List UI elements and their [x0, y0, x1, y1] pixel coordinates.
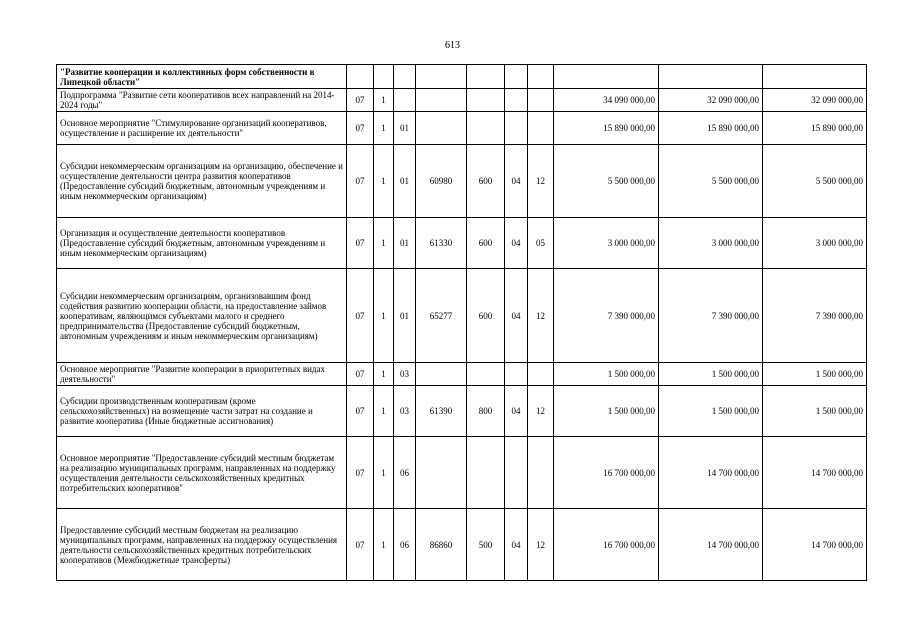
- cell-code-7: 12: [528, 269, 554, 363]
- cell-code-5: [467, 112, 505, 145]
- cell-code-7: 12: [528, 509, 554, 581]
- table-row: [57, 218, 867, 269]
- cell-amount-2: 14 700 000,00: [659, 437, 763, 509]
- cell-code-5: 600: [467, 218, 505, 269]
- cell-code-5: [467, 363, 505, 386]
- cell-code-4: [416, 65, 467, 89]
- cell-code-3: 01: [394, 145, 416, 218]
- cell-code-6: [505, 89, 528, 112]
- cell-code-3: 03: [394, 386, 416, 437]
- cell-code-5: 600: [467, 269, 505, 363]
- cell-code-2: 1: [374, 437, 394, 509]
- cell-code-6: [505, 65, 528, 89]
- cell-code-3: [394, 89, 416, 112]
- cell-code-2: 1: [374, 112, 394, 145]
- cell-amount-2: 1 500 000,00: [659, 363, 763, 386]
- cell-amount-3: 14 700 000,00: [763, 509, 867, 581]
- cell-code-6: [505, 437, 528, 509]
- cell-code-1: 07: [347, 89, 374, 112]
- cell-code-7: [528, 437, 554, 509]
- cell-code-5: [467, 89, 505, 112]
- cell-code-3: [394, 65, 416, 89]
- table-row: [57, 269, 867, 363]
- cell-code-4: 65277: [416, 269, 467, 363]
- cell-amount-3: 1 500 000,00: [763, 363, 867, 386]
- cell-code-6: 04: [505, 269, 528, 363]
- cell-code-4: [416, 112, 467, 145]
- cell-code-2: 1: [374, 89, 394, 112]
- cell-amount-2: 15 890 000,00: [659, 112, 763, 145]
- row-name: Организация и осуществление деятельности кооперативов (Предоставление субсидий бюджетным, автономным учреждениям и иным некоммерческим организациям): [57, 218, 347, 269]
- cell-code-7: [528, 89, 554, 112]
- cell-code-1: 07: [347, 509, 374, 581]
- cell-code-4: [416, 363, 467, 386]
- cell-amount-3: 15 890 000,00: [763, 112, 867, 145]
- cell-amount-3: 3 000 000,00: [763, 218, 867, 269]
- cell-amount-1: 7 390 000,00: [554, 269, 659, 363]
- table-row: [57, 509, 867, 581]
- cell-code-1: [347, 65, 374, 89]
- cell-code-7: 12: [528, 386, 554, 437]
- row-name: Субсидии некоммерческим организациям, организовавшим фонд содействия развитию кооперации области, на предоставление займов кооперативам, являющимся субъектами малого и среднего предпринимательства (Предоставление субсидий бюджетным, автономным учреждениям и иным некоммерческим организациям): [57, 269, 347, 363]
- cell-amount-2: 3 000 000,00: [659, 218, 763, 269]
- cell-amount-2: [659, 65, 763, 89]
- table-row: [57, 386, 867, 437]
- row-name: Субсидии производственным кооперативам (кроме сельскохозяйственных) на возмещение части затрат на создание и развитие кооператива (Иные бюджетные ассигнования): [57, 386, 347, 437]
- cell-code-3: 01: [394, 112, 416, 145]
- cell-amount-1: [554, 65, 659, 89]
- cell-amount-3: 1 500 000,00: [763, 386, 867, 437]
- cell-code-4: 60980: [416, 145, 467, 218]
- cell-code-2: 1: [374, 363, 394, 386]
- table-row: [57, 437, 867, 509]
- table-row: [57, 363, 867, 386]
- cell-code-2: 1: [374, 145, 394, 218]
- table-row: [57, 89, 867, 112]
- cell-code-3: 01: [394, 269, 416, 363]
- page-number: 613: [445, 40, 460, 51]
- table-row: [57, 145, 867, 218]
- cell-code-4: 61330: [416, 218, 467, 269]
- row-name: Предоставление субсидий местным бюджетам на реализацию муниципальных программ, направленных на поддержку осуществления деятельности сельскохозяйственных кредитных потребительских кооперативов (Межбюджетные трансферты): [57, 509, 347, 581]
- cell-code-2: [374, 65, 394, 89]
- row-name: Основное мероприятие "Стимулирование организаций кооперативов, осуществление и расширение их деятельности": [57, 112, 347, 145]
- cell-amount-2: 14 700 000,00: [659, 509, 763, 581]
- cell-amount-1: 1 500 000,00: [554, 363, 659, 386]
- cell-amount-2: 32 090 000,00: [659, 89, 763, 112]
- cell-amount-1: 16 700 000,00: [554, 437, 659, 509]
- cell-code-7: 05: [528, 218, 554, 269]
- cell-amount-1: 5 500 000,00: [554, 145, 659, 218]
- cell-amount-1: 15 890 000,00: [554, 112, 659, 145]
- cell-code-1: 07: [347, 437, 374, 509]
- row-name: Основное мероприятие "Развитие кооперации в приоритетных видах деятельности": [57, 363, 347, 386]
- cell-amount-3: 14 700 000,00: [763, 437, 867, 509]
- cell-code-6: 04: [505, 218, 528, 269]
- cell-code-3: 06: [394, 509, 416, 581]
- cell-code-2: 1: [374, 269, 394, 363]
- cell-code-5: 800: [467, 386, 505, 437]
- cell-code-7: 12: [528, 145, 554, 218]
- row-name: "Развитие кооперации и коллективных форм собственности в Липецкой области": [57, 65, 347, 89]
- budget-table: [56, 64, 867, 581]
- cell-amount-3: 5 500 000,00: [763, 145, 867, 218]
- cell-code-3: 01: [394, 218, 416, 269]
- cell-code-6: 04: [505, 145, 528, 218]
- cell-code-5: 600: [467, 145, 505, 218]
- cell-amount-1: 16 700 000,00: [554, 509, 659, 581]
- row-name: Субсидии некоммерческим организациям на организацию, обеспечение и осуществление деятельности центра развития кооперативов (Предоставление субсидий бюджетным, автономным учреждениям и иным некоммерческим организациям): [57, 145, 347, 218]
- cell-code-1: 07: [347, 218, 374, 269]
- cell-amount-2: 1 500 000,00: [659, 386, 763, 437]
- cell-amount-1: 3 000 000,00: [554, 218, 659, 269]
- cell-amount-2: 7 390 000,00: [659, 269, 763, 363]
- cell-code-3: 03: [394, 363, 416, 386]
- cell-code-2: 1: [374, 509, 394, 581]
- cell-code-3: 06: [394, 437, 416, 509]
- cell-code-1: 07: [347, 269, 374, 363]
- cell-code-1: 07: [347, 386, 374, 437]
- cell-code-2: 1: [374, 218, 394, 269]
- cell-amount-2: 5 500 000,00: [659, 145, 763, 218]
- cell-amount-1: 34 090 000,00: [554, 89, 659, 112]
- cell-code-7: [528, 112, 554, 145]
- row-name: Основное мероприятие "Предоставление субсидий местным бюджетам на реализацию муниципальных программ, направленных на поддержку осуществления деятельности сельскохозяйственных кредитных потребительских кооперативов": [57, 437, 347, 509]
- cell-code-7: [528, 65, 554, 89]
- cell-amount-3: 32 090 000,00: [763, 89, 867, 112]
- cell-code-4: [416, 437, 467, 509]
- cell-code-6: [505, 363, 528, 386]
- cell-code-1: 07: [347, 363, 374, 386]
- cell-code-5: [467, 437, 505, 509]
- cell-amount-3: 7 390 000,00: [763, 269, 867, 363]
- cell-amount-3: [763, 65, 867, 89]
- cell-code-1: 07: [347, 112, 374, 145]
- cell-code-1: 07: [347, 145, 374, 218]
- cell-code-6: [505, 112, 528, 145]
- cell-code-4: [416, 89, 467, 112]
- cell-code-4: 86860: [416, 509, 467, 581]
- cell-code-5: 500: [467, 509, 505, 581]
- cell-code-2: 1: [374, 386, 394, 437]
- table-row: [57, 65, 867, 89]
- cell-code-7: [528, 363, 554, 386]
- table-row: [57, 112, 867, 145]
- cell-code-6: 04: [505, 386, 528, 437]
- cell-code-6: 04: [505, 509, 528, 581]
- row-name: Подпрограмма "Развитие сети кооперативов всех направлений на 2014-2024 годы": [57, 89, 347, 112]
- cell-code-4: 61390: [416, 386, 467, 437]
- cell-amount-1: 1 500 000,00: [554, 386, 659, 437]
- cell-code-5: [467, 65, 505, 89]
